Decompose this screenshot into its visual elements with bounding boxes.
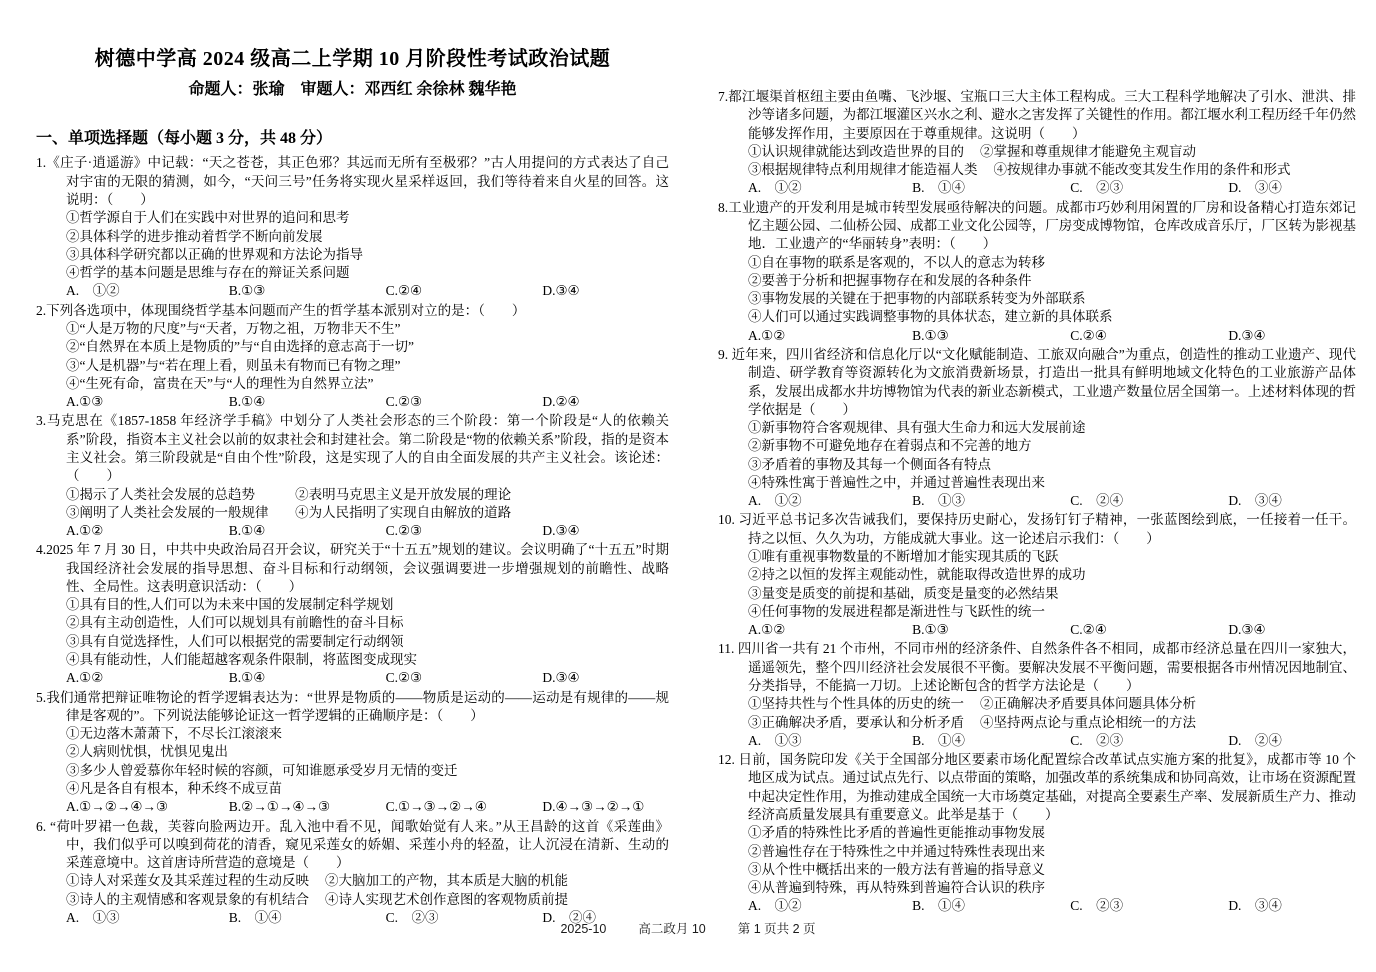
statement-item: ④诗人实现艺术创作意图的客观物质前提	[325, 891, 568, 907]
statement-line	[66, 504, 669, 522]
question-stem: 四川省一共有 21 个市州，不同市州的经济条件、自然条件各不相同，成都市经济总量在四川一家独大，遥遥领先，整个四川经济社会发展很不平衡。要解决发展不平衡问题，需要根据各市州情况因地制宜、分类指导，不能搞一刀切。上述论断包含的哲学方法论是（ ）	[734, 641, 1356, 693]
statement-item: ③具有自觉选择性，人们可以根据党的需要制定行动纲领	[66, 633, 404, 649]
options-row	[66, 522, 669, 540]
question-block	[718, 751, 1356, 916]
statement-item: ①“人是万物的尺度”与“天者，万物之祖，万物非天不生”	[66, 320, 401, 336]
option-b: B.①③	[228, 283, 266, 299]
question-number: 2.	[36, 302, 47, 318]
question-stem: 2025 年 7 月 30 日，中共中央政治局召开会议，研究关于“十五五”规划的建议。会议明确了“十五五”时期我国经济社会发展的指导思想、奋斗目标和行动纲领，会议强调要进一步增强规划的前瞻性、战略性、全局性。这表明意识活动：（ ）	[46, 542, 669, 594]
option-a: A. ①③	[66, 909, 120, 925]
question-stem: “荷叶罗裙一色裁，芙蓉向脸两边开。乱入池中看不见，闻歌始觉有人来。”从王昌龄的这首《采莲曲》中，我们似乎可以嗅到荷花的清香，窥见采莲女的娇媚、采莲小舟的轻盈，让人沉浸在清新、生动的采莲意境中。这首唐诗所营造的意境是（ ）	[46, 818, 669, 871]
option-c: C.②③	[385, 670, 423, 686]
option-d: D. ③④	[1228, 493, 1282, 509]
question-number: 4.	[36, 542, 47, 558]
statement-item: ②普遍性存在于特殊性之中并通过特殊性表现出来	[748, 843, 1045, 859]
question-block	[718, 88, 1356, 198]
page-footer	[0, 921, 1376, 938]
option-a: A. ①②	[748, 180, 802, 196]
footer-page-number: 第 1 页共 2 页	[737, 922, 816, 936]
option-b: B. ①④	[912, 180, 966, 196]
question-number: 3.	[36, 413, 47, 429]
footer-doc-code: 高二政月 10	[638, 922, 706, 936]
option-c: C. ②③	[385, 909, 439, 925]
question-stem-line	[718, 88, 1356, 143]
question-number: 11.	[718, 641, 735, 657]
statement-line	[748, 695, 1356, 713]
question-number: 9.	[718, 346, 729, 362]
option-d: D.②④	[542, 394, 580, 410]
option-b: B.①④	[228, 670, 266, 686]
statement-item: ③根据规律特点利用规律才能造福人类	[748, 162, 978, 178]
statement-item: ③矛盾着的事物及其每一个侧面各有特点	[748, 456, 991, 472]
question-stem: 我们通常把辩证唯物论的哲学逻辑表达为：“世界是物质的——物质是运动的——运动是有规律的——规律是客观的”。下列说法能够论证这一哲学逻辑的正确顺序是：（ ）	[46, 689, 669, 723]
question-block	[36, 541, 669, 687]
exam-title: 树德中学高 2024 级高二上学期 10 月阶段性考试政治试题	[94, 48, 611, 70]
statement-item: ③多少人曾爱慕你年轻时候的容颜，可知谁愿承受岁月无情的变迁	[66, 762, 458, 778]
question-stem: 下列各选项中，体现围绕哲学基本问题而产生的哲学基本派别对立的是：（ ）	[46, 302, 526, 318]
statement-item: ②新事物不可避免地存在着弱点和不完善的地方	[748, 438, 1032, 454]
options-row	[66, 798, 669, 816]
option-c: C. ②③	[1070, 180, 1124, 196]
section-heading: 一、单项选择题（每小题 3 分，共 48 分）	[36, 129, 333, 147]
option-c: C. ②③	[1070, 732, 1124, 748]
option-a: A. ①②	[748, 493, 802, 509]
option-a: A. ①③	[748, 732, 802, 748]
question-stem: 《庄子·逍遥游》中记载：“天之苍苍，其正色邪？其远而无所有至极邪？”古人用提问的方式表达了自己对宇宙的无限的猜测，如今，“天问三号”任务将实现火星采样返回，我们等待着来自火星的回答。这说明：（ ）	[46, 155, 669, 207]
option-b: B.①③	[912, 622, 949, 638]
options-row	[748, 492, 1356, 510]
authors-line: 命题人：张瑜 审题人：邓西红 余徐林 魏华艳	[188, 81, 517, 99]
question-block	[718, 511, 1356, 639]
option-b: B. ①④	[912, 898, 966, 914]
options-row	[748, 621, 1356, 639]
option-d: D.③④	[1228, 327, 1266, 343]
option-c: C.②③	[385, 523, 423, 539]
option-d: D.③④	[1228, 622, 1266, 638]
question-block	[36, 302, 669, 412]
option-c: C.①→③→②→④	[385, 799, 487, 815]
option-d: D.③④	[542, 670, 580, 686]
statement-item: ①无边落木萧萧下，不尽长江滚滚来	[66, 726, 282, 742]
statement-item: ④坚持两点论与重点论相统一的方法	[980, 714, 1196, 730]
statement-line	[748, 714, 1356, 732]
question-number: 1.	[36, 155, 47, 171]
question-block	[36, 689, 669, 817]
question-block	[718, 640, 1356, 750]
statement-line	[66, 486, 669, 504]
statement-line	[66, 872, 669, 890]
right-column	[718, 88, 1356, 917]
option-a: A. ①②	[748, 898, 802, 914]
statement-item: ①诗人对采莲女及其采莲过程的生动反映	[66, 873, 309, 889]
statement-item: ④具有能动性，人们能超越客观条件限制，将蓝图变成现实	[66, 652, 417, 668]
question-stem-line	[36, 541, 669, 596]
statement-item: ①哲学源自于人们在实践中对世界的追问和思考	[66, 210, 350, 226]
statement-item: ②正确解决矛盾要具体问题具体分析	[980, 696, 1196, 712]
option-d: D. ③④	[1228, 180, 1282, 196]
left-column-questions	[36, 154, 669, 927]
statement-item: ①矛盾的特殊性比矛盾的普遍性更能推动事物发展	[748, 825, 1045, 841]
question-stem-line	[36, 154, 669, 209]
question-block	[718, 346, 1356, 511]
option-b: B. ①④	[228, 909, 282, 925]
question-stem-line	[718, 511, 1356, 548]
statement-item: ③正确解决矛盾，要承认和分析矛盾	[748, 714, 964, 730]
question-stem-line	[718, 346, 1356, 419]
question-stem: 近年来，四川省经济和信息化厅以“文化赋能制造、工旅双向融合”为重点，创造性的推动工业遗产、现代制造、研学教育等资源转化为文旅消费新场景，打造出一批具有鲜明地域文化特色的工业旅游产品体系，发展出成都水井坊博物馆为代表的新业态新模式，工业遗产数量位居全国第一。上述材料体现的哲学依据是（ ）	[728, 346, 1356, 417]
statement-item: ④为人民指明了实现自由解放的道路	[295, 504, 512, 520]
statement-item: ③从个性中概括出来的一般方法有普遍的指导意义	[748, 861, 1045, 877]
statement-item: ①新事物符合客观规律、具有强大生命力和远大发展前途	[748, 420, 1086, 436]
option-d: D.③④	[542, 523, 580, 539]
statement-item: ④哲学的基本问题是思维与存在的辩证关系问题	[66, 265, 350, 281]
statement-line	[748, 143, 1356, 161]
statement-item: ①坚持共性与个性具体的历史的统一	[748, 696, 964, 712]
question-block	[36, 412, 669, 540]
statement-item: ①揭示了人类社会发展的总趋势	[66, 486, 255, 502]
statement-item: ②大脑加工的产物，其本质是大脑的机能	[325, 873, 568, 889]
option-b: B.①④	[228, 523, 266, 539]
statement-item: ①认识规律就能达到改造世界的目的	[748, 143, 964, 159]
statement-item: ②“自然界在本质上是物质的”与“自由选择的意志高于一切”	[66, 339, 414, 355]
question-stem-line	[36, 302, 669, 320]
question-number: 10.	[718, 512, 735, 528]
statement-item: ③量变是质变的前提和基础，质变是量变的必然结果	[748, 585, 1059, 601]
option-a: A.①②	[748, 622, 786, 638]
question-stem: 日前，国务院印发《关于全国部分地区要素市场化配置综合改革试点实施方案的批复》，成都市等 10 个地区成为试点。通过试点先行、以点带面的策略，加强改革的系统集成和协同高效，让市场在资源配置中起决定性作用，为推动建成全国统一大市场奠定基础，对提高全要素生产率、发展新质生产力、推动经济高质量发展具有重要意义。此举是基于（ ）	[734, 752, 1356, 822]
option-d: D.④→③→②→①	[542, 799, 645, 815]
options-row	[748, 179, 1356, 197]
option-c: C.②④	[1070, 622, 1107, 638]
statement-item: ②具有主动创造性，人们可以规划具有前瞻性的奋斗目标	[66, 615, 404, 631]
option-b: B. ①③	[912, 493, 966, 509]
option-c: C.②④	[385, 283, 423, 299]
statement-item: ②持之以恒的发挥主观能动性，就能取得改造世界的成功	[748, 567, 1086, 583]
option-a: A.①③	[66, 394, 104, 410]
option-c: C. ②③	[1070, 898, 1124, 914]
statement-item: ②要善于分析和把握事物存在和发展的各种条件	[748, 272, 1032, 288]
question-stem: 都江堰渠首枢纽主要由鱼嘴、飞沙堰、宝瓶口三大主体工程构成。三大工程科学地解决了引水、泄洪、排沙等诸多问题，为都江堰灌区兴水之利、避水之害发挥了关键性的作用。都江堰水利工程历经千年仍然能够发挥作用，主要原因在于尊重规律。这说明（ ）	[728, 89, 1356, 141]
option-a: A.①→②→④→③	[66, 799, 169, 815]
options-row	[66, 393, 669, 411]
option-b: B.①④	[228, 394, 266, 410]
option-d: D.③④	[542, 283, 580, 299]
option-c: C. ②④	[1070, 493, 1124, 509]
question-stem-line	[36, 818, 669, 873]
statement-item: ③具体科学研究都以正确的世界观和方法论为指导	[66, 246, 363, 262]
options-row	[748, 897, 1356, 915]
option-d: D. ②④	[542, 909, 596, 925]
statement-item: ①唯有重视事物数量的不断增加才能实现其质的飞跃	[748, 549, 1059, 565]
options-row	[66, 669, 669, 687]
option-b: B. ①④	[912, 732, 966, 748]
statement-item: ②掌握和尊重规律才能避免主观盲动	[980, 143, 1196, 159]
question-number: 6.	[36, 818, 47, 834]
statement-item: ④凡是各自有根本，种禾终不成豆苗	[66, 781, 282, 796]
question-block	[718, 199, 1356, 345]
option-b: B.②→①→④→③	[228, 799, 331, 815]
option-a: A.①②	[748, 327, 786, 343]
statement-line	[66, 891, 669, 909]
statement-item: ③阐明了人类社会发展的一般规律	[66, 504, 269, 520]
option-a: A. ①②	[66, 283, 120, 299]
question-stem-line	[718, 751, 1356, 824]
statement-item: ④“生死有命，富贵在天”与“人的理性为自然界立法”	[66, 375, 374, 391]
option-a: A.①②	[66, 670, 104, 686]
question-stem: 习近平总书记多次告诫我们，要保持历史耐心，发扬钉钉子精神，一张蓝图绘到底，一任接着一任干。持之以恒、久久为功，方能成就大事业。这一论述启示我们：（ ）	[734, 512, 1356, 546]
options-row	[748, 732, 1356, 750]
question-number: 12.	[718, 752, 735, 768]
statement-line	[748, 161, 1356, 179]
statement-item: ③诗人的主观情感和客观景象的有机结合	[66, 891, 309, 907]
question-number: 5.	[36, 689, 47, 705]
option-c: C.②③	[385, 394, 423, 410]
options-row	[66, 282, 669, 300]
statement-item: ②具体科学的进步推动着哲学不断向前发展	[66, 228, 323, 244]
question-stem-line	[36, 689, 669, 726]
statement-item: ③“人是机器”与“若在理上看，则虽未有物而已有物之理”	[66, 357, 401, 373]
statement-item: ①具有目的性,人们可以为未来中国的发展制定科学规划	[66, 597, 394, 613]
statement-item: ②人病则忧惧，忧惧见鬼出	[66, 744, 228, 760]
question-stem-line	[718, 199, 1356, 254]
option-d: D. ②④	[1228, 732, 1282, 748]
question-stem: 马克思在《1857-1858 年经济学手稿》中划分了人类社会形态的三个阶段：第一个阶段是“人的依赖关系”阶段，指资本主义社会以前的奴隶社会和封建社会。第二阶段是“物的依赖关系”阶段，指的是资本主义社会。第三阶段就是“自由个性”阶段，这是实现了人的自由全面发展的共产主义社会。该论述：（ ）	[46, 413, 669, 484]
statement-item: ④人们可以通过实践调整事物的具体状态，建立新的具体联系	[748, 309, 1113, 325]
question-number: 7.	[718, 89, 729, 104]
question-stem-line	[36, 412, 669, 485]
statement-item: ③事物发展的关键在于把事物的内部联系转变为外部联系	[748, 291, 1086, 307]
statement-item: ①自在事物的联系是客观的，不以人的意志为转移	[748, 254, 1045, 270]
question-block	[36, 818, 669, 928]
question-number: 8.	[718, 199, 729, 215]
left-column	[36, 46, 669, 928]
footer-date: 2025-10	[560, 922, 607, 936]
statement-item: ④任何事物的发展进程都是渐进性与飞跃性的统一	[748, 603, 1045, 619]
question-stem: 工业遗产的开发利用是城市转型发展亟待解决的问题。成都市巧妙利用闲置的厂房和设备精心打造东郊记忆主题公园、二仙桥公园、成都工业文化公园等，厂房变成博物馆，仓库改成音乐厅，厂区转为影视基地．工业遗产的“华丽转身”表明：（ ）	[728, 199, 1356, 252]
statement-item: ②表明马克思主义是开放发展的理论	[295, 486, 512, 502]
statement-item: ④特殊性寓于普遍性之中，并通过普遍性表现出来	[748, 474, 1045, 490]
question-stem-line	[718, 640, 1356, 695]
option-c: C.②④	[1070, 327, 1107, 343]
question-block	[36, 154, 669, 300]
option-d: D. ③④	[1228, 898, 1282, 914]
statement-item: ④从普遍到特殊，再从特殊到普遍符合认识的秩序	[748, 880, 1045, 896]
option-b: B.①③	[912, 327, 949, 343]
statement-item: ④按规律办事就不能改变其发生作用的条件和形式	[993, 162, 1291, 178]
options-row	[748, 327, 1356, 345]
option-a: A.①②	[66, 523, 104, 539]
